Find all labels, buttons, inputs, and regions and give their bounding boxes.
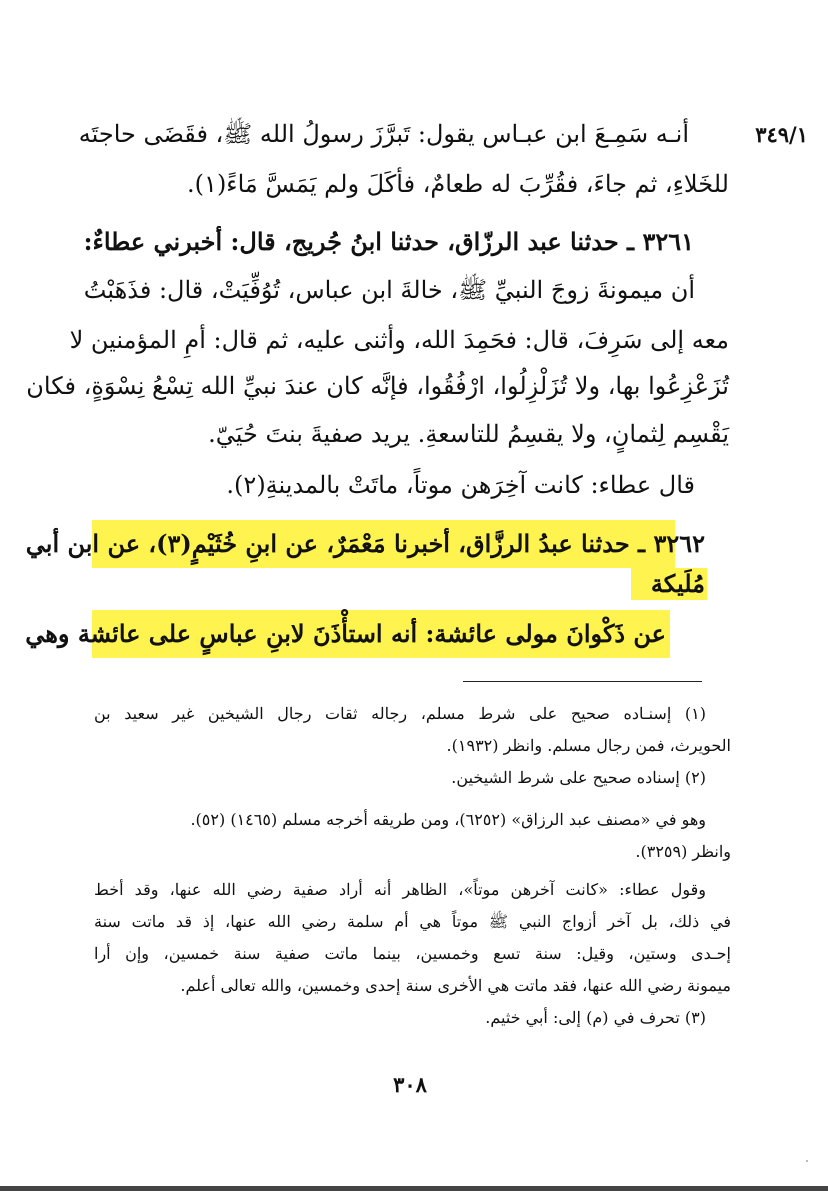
footnote-line: وهو في «مصنف عبد الرزاق» (٦٢٥٢)، ومن طريقه أخرجه مسلم (١٤٦٥) (٥٢). (190, 810, 706, 829)
footnote-line: (٢) إسناده صحيح على شرط الشيخين. (451, 768, 706, 787)
body-line: أنـه سَمِـعَ ابن عبـاس يقول: تَبرَّزَ رسولُ الله ﷺ، فقَضَى حاجتَه (78, 120, 689, 148)
footnote-line: إحـدى وستين، وقيل: سنة تسع وخمسين، بينما ماتت صفية سنة خمسين، وإن أرا (94, 944, 731, 963)
hadith-heading-3261: ٣٢٦١ ـ حدثنا عبد الرزّاق، حدثنا ابنُ جُريج، قال: أخبرني عطاءٌ: (83, 227, 694, 256)
scan-bottom-edge (0, 1186, 828, 1191)
footnote-line: في ذلك، بل آخر أزواج النبي ﷺ موتاً هي أم سلمة رضي الله عنها، إذ قد ماتت سنة (94, 912, 731, 931)
footnote-line: وقول عطاء: «كانت آخرهن موتاً»، الظاهر أنه أراد صفية رضي الله عنها، وقد أخط (94, 880, 706, 899)
body-line: يَقْسِم لِثمانٍ، ولا يقسِمُ للتاسعةِ. يريد صفيةَ بنتَ حُيَيّ. (208, 420, 729, 448)
footnote-line: الحويرث، فمن رجال مسلم. وانظر (١٩٣٢). (446, 736, 731, 755)
scan-speck (806, 1160, 808, 1162)
body-line: مُلَيكة (650, 569, 705, 598)
footnote-line: (٣) تحرف في (م) إلى: أبي خثيم. (485, 1008, 706, 1027)
hadith-reference-number: ٣٤٩/١ (755, 122, 808, 147)
footnote-line: ميمونة رضي الله عنها، فقد ماتت هي الأخرى سنة إحدى وخمسين، والله تعالى أعلم. (180, 976, 731, 995)
body-line: قال عطاء: كانت آخِرَهن موتاً، ماتَتْ بالمدينةِ(٢). (226, 471, 695, 499)
body-line: للخَلاءِ، ثم جاءَ، فقُرِّبَ له طعامٌ، فأكَلَ ولم يَمَسَّ مَاءً(١). (187, 170, 729, 198)
footnote-line: وانظر (٣٢٥٩). (635, 842, 731, 861)
body-line: تُزَعْزِعُوا بها، ولا تُزَلْزِلُوا، ارْفُقُوا، فإنَّه كان عندَ نبيِّ الله تِسْعُ نِسْوَةٍ، فكان (26, 372, 729, 400)
footnote-separator (463, 681, 702, 682)
page-number: ٣٠٨ (393, 1072, 427, 1097)
body-line: معه إلى سَرِفَ، قال: فحَمِدَ الله، وأثنى عليه، ثم قال: أمِ المؤمنين لا (69, 326, 729, 354)
hadith-heading-3262: ٣٢٦٢ ـ حدثنا عبدُ الرزَّاق، أخبرنا مَعْمَرٌ، عن ابنِ خُثَيْمٍ(٣)، عن ابن أبي (25, 529, 705, 558)
body-line: أن ميمونةَ زوجَ النبيِّ ﷺ، خالةَ ابن عباس، تُوُفِّيَتْ، قال: فذَهَبْتُ (83, 276, 695, 304)
footnote-line: (١) إسنـاده صحيح على شرط مسلم، رجاله ثقات رجال الشيخين غير سعيد بن (94, 704, 706, 723)
body-line: عن ذَكْوانَ مولى عائشة: أنه استأْذَنَ لابنِ عباسٍ على عائشة وهي (25, 619, 666, 648)
